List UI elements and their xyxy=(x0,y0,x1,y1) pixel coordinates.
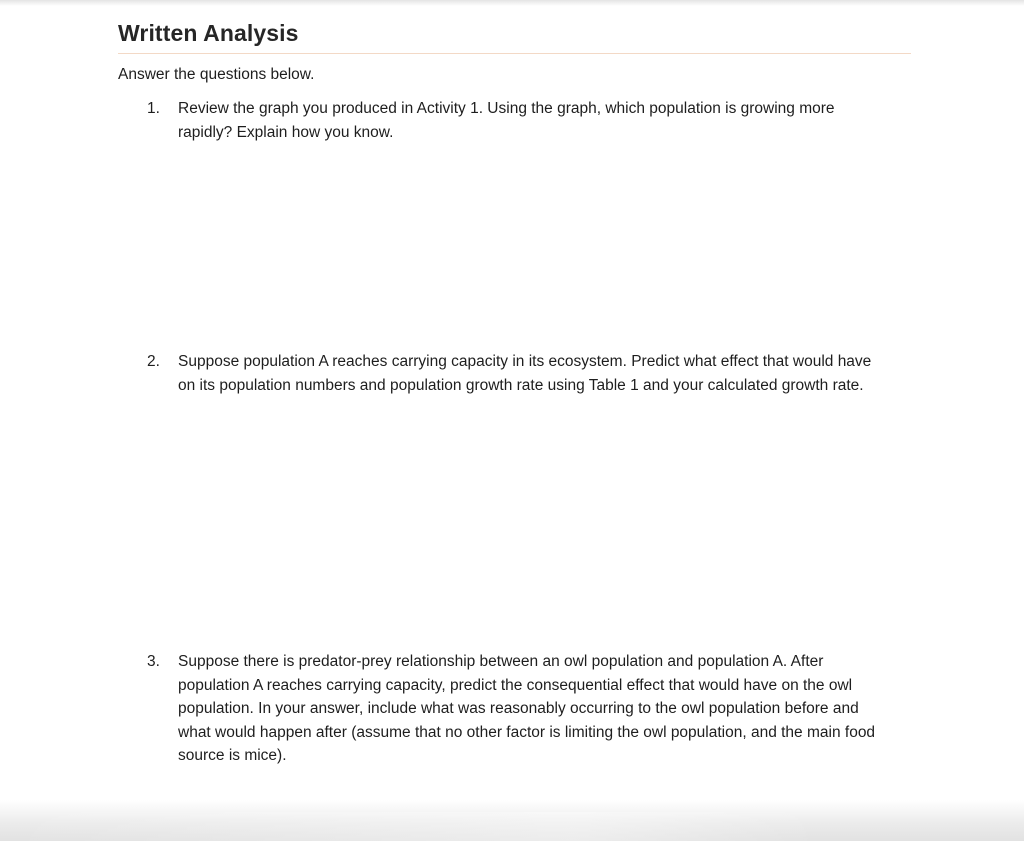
question-number: 3. xyxy=(147,653,160,670)
heading-divider xyxy=(118,53,911,54)
instructions-text: Answer the questions below. xyxy=(118,66,315,83)
question-number: 2. xyxy=(147,353,160,370)
question-text: Suppose population A reaches carrying capacity in its ecosystem. Predict what effect that would have on its population numbers and population growth rate using Table 1 and your calculated growth rate. xyxy=(178,353,872,394)
page-top-edge xyxy=(0,0,1024,6)
section-heading: Written Analysis xyxy=(118,20,299,46)
question-text: Suppose there is predator-prey relationship between an owl population and population A. After population A reaches carrying capacity, predict the consequential effect that would have on the owl population. In your answer, include what was reasonably occurring to the owl population before and what would happen after (assume that no other factor is limiting the owl population, and the main food source is mice). xyxy=(178,653,876,764)
question-number: 1. xyxy=(147,100,160,117)
question-text: Review the graph you produced in Activity 1. Using the graph, which population is growing more rapidly? Explain how you know. xyxy=(178,100,835,141)
page-bottom-sheen xyxy=(0,812,820,841)
